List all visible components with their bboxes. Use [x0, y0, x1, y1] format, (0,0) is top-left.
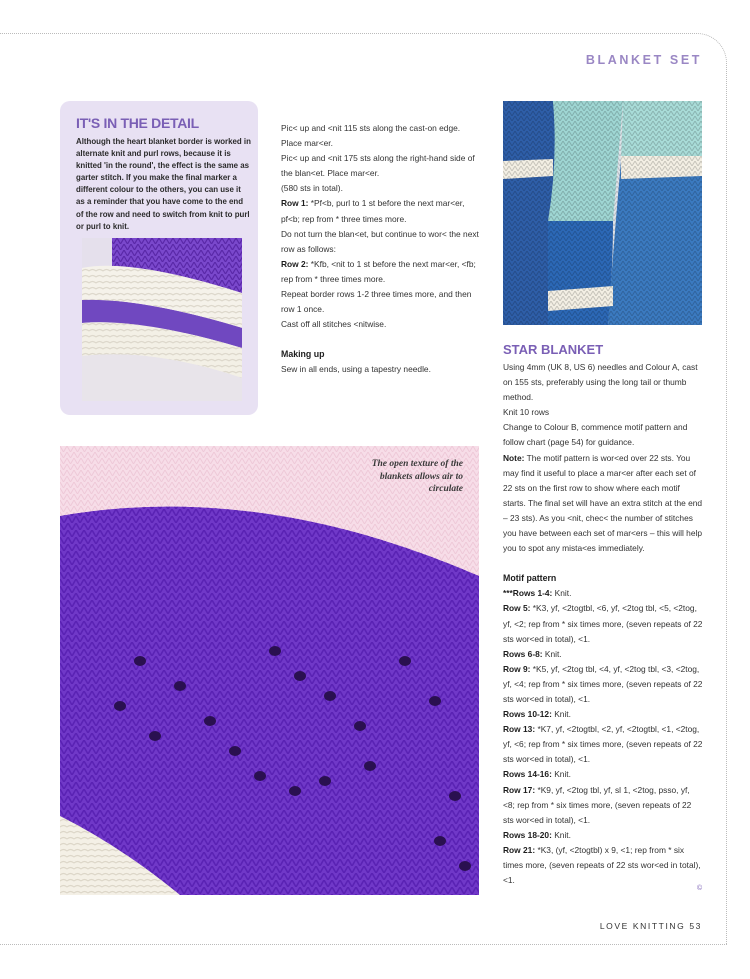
detail-title: IT'S IN THE DETAIL: [76, 115, 199, 131]
instruction-line: Pic< up and <nit 115 sts along the cast-on edge.: [281, 123, 461, 133]
note: [503, 451, 703, 557]
row-text: *Kfb, <nit to 1 st before the next mar<er, <fb; rep from * three times more.: [281, 258, 476, 284]
motif-row: Row 13: *K7, yf, <2togtbl, <2, yf, <2togtbl, <1, <2tog, yf, <6; rep from * six times more, (seven repeats of 22 sts wor<ed in total), <1.: [503, 724, 703, 765]
row-1-instruction: [281, 196, 481, 226]
border-instructions: [281, 121, 481, 378]
motif-row: Rows 14-16: Knit.: [503, 769, 571, 780]
row-text: *Pf<b, purl to 1 st before the next mar<er, pf<b; rep from * three times more.: [281, 198, 465, 224]
star-blanket-instructions: [503, 342, 703, 888]
note-text: The motif pattern is wor<ed over 22 sts. You may find it useful to place a mar<er after each set of 22 sts on the first row to show where each motif starts. The final set will have an extra stitch at the end – 23 sts). As you <nit, chec< the number of stitches you have between each set of mar<ers – this will help you to spot any mista<es immediately.: [503, 452, 703, 554]
star-blanket-title: STAR BLANKET: [503, 342, 604, 357]
instruction-line: Cast off all stitches <nitwise.: [281, 319, 387, 330]
instruction-line: Pic< up and <nit 175 sts along the right-hand side of the blan<et. Place mar<er.: [281, 153, 475, 179]
star-blanket-photo: [503, 101, 702, 325]
knit-rows: Knit 10 rows: [503, 407, 550, 418]
blanket-border-photo: [82, 238, 242, 401]
motif-row: ***Rows 1-4: Knit.: [503, 588, 572, 599]
star-motif-closeup-photo: [60, 446, 479, 895]
row-2-instruction: [281, 257, 481, 287]
page-number: 53: [689, 921, 702, 931]
photo-caption: The open texture of the blankets allows air to circulate: [371, 459, 463, 494]
motif-row: Row 17: *K9, yf, <2tog tbl, yf, sl 1, <2tog, psso, yf, <8; rep from * six times more, (seven repeats of 22 sts wor<ed in total), <1.: [503, 784, 692, 825]
motif-row: Row 21: *K3, (yf, <2togtbl) x 9, <1; rep from * six times more, (seven repeats of 22 sts wor<ed in total), <1.: [503, 844, 701, 886]
instruction-line: Place mar<er.: [281, 138, 333, 149]
row-label: Row 1:: [281, 198, 309, 209]
instruction-line: (580 sts in total).: [281, 183, 343, 194]
row-label: Row 2:: [281, 258, 309, 269]
note-label: Note:: [503, 452, 525, 463]
making-up-text: Sew in all ends, using a tapestry needle.: [281, 364, 431, 375]
motif-row: Row 5: *K3, yf, <2togtbl, <6, yf, <2tog tbl, <5, <2tog, yf, <2; rep from * six times more, (seven repeats of 22 sts wor<ed in total), <1.: [503, 603, 703, 644]
making-up-title: Making up: [281, 349, 325, 360]
motif-row: Rows 18-20: Knit.: [503, 829, 571, 840]
instruction-line: Do not turn the blan<et, but continue to wor< the next row as follows:: [281, 228, 479, 254]
detail-text: Although the heart blanket border is worked in alternate knit and purl rows, because it is knitted 'in the round', the effect is the same as garter stitch. If you make the final marker a different colour to the others, you can use it as a reminder that you have come to the end of the row and need to switch from knit to purl or purl to knit.: [76, 137, 251, 231]
detail-box: [60, 101, 258, 415]
star-intro: Using 4mm (UK 8, US 6) needles and Colour A, cast on 155 sts, preferably using the long tail or thumb method.: [503, 362, 698, 403]
section-header: BLANKET SET: [585, 53, 702, 67]
end-mark: ©: [697, 885, 703, 892]
motif-row: Row 9: *K5, yf, <2tog tbl, <4, yf, <2tog tbl, <3, <2tog, yf, <4; rep from * six times more, (seven repeats of 22 sts wor<ed in total), <1.: [503, 663, 703, 704]
instruction-line: Repeat border rows 1-2 three times more, and then row 1 once.: [281, 289, 472, 315]
motif-row: Rows 10-12: Knit.: [503, 709, 571, 720]
motif-title: Motif pattern: [503, 573, 557, 584]
magazine-name: LOVE KNITTING: [599, 921, 686, 931]
page-footer: [600, 921, 702, 931]
motif-row: Rows 6-8: Knit.: [503, 648, 562, 659]
change-colour: Change to Colour B, commence motif pattern and follow chart (page 54) for guidance.: [503, 422, 688, 448]
